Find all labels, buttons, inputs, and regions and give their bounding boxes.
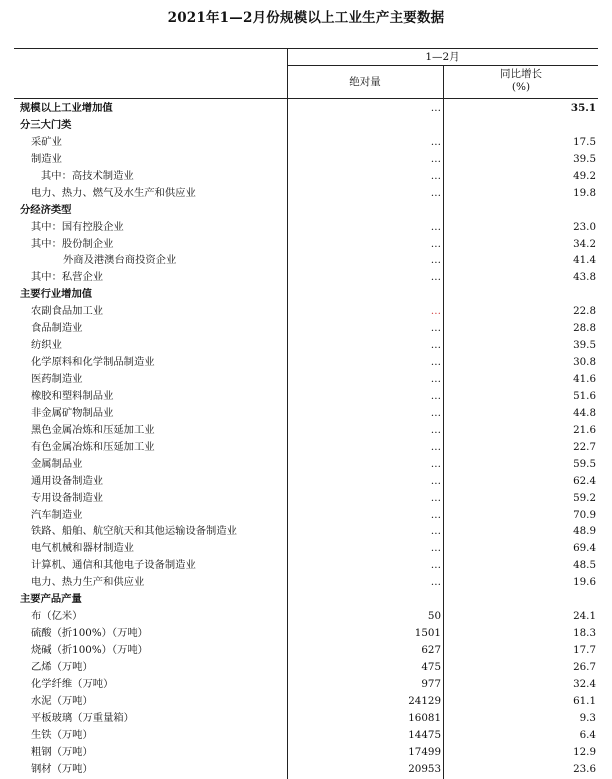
yoy-value: 28.8	[573, 322, 596, 335]
absolute-value: …	[430, 271, 441, 284]
absolute-value: …	[430, 474, 441, 487]
yoy-value: 34.2	[573, 237, 596, 250]
yoy-value: 6.4	[579, 728, 596, 741]
yoy-value: 30.8	[573, 356, 596, 369]
yoy-value: 26.7	[573, 660, 596, 673]
yoy-column-header	[444, 68, 598, 94]
table-row	[14, 540, 598, 557]
table-row	[14, 269, 598, 286]
yoy-value: 62.4	[573, 474, 596, 487]
absolute-value: …	[430, 542, 441, 555]
yoy-value: 22.8	[573, 305, 596, 318]
yoy-value: 23.6	[573, 762, 596, 775]
table-row	[14, 557, 598, 574]
section-row	[14, 100, 598, 117]
row-label: 其中：国有控股企业	[31, 220, 124, 233]
absolute-value: 24129	[408, 694, 441, 707]
yoy-value: 19.8	[573, 186, 596, 199]
yoy-value: 49.2	[573, 169, 596, 182]
absolute-value: 50	[427, 610, 441, 623]
row-label: 烧碱（折100%）（万吨）	[31, 644, 148, 656]
page-title: 2021年1—2月份规模以上工业生产主要数据	[167, 10, 445, 26]
yoy-header-unit: (%)	[511, 81, 531, 93]
table-row	[14, 693, 598, 710]
row-label: 分经济类型	[20, 203, 72, 216]
row-label: 主要产品产量	[20, 593, 82, 606]
absolute-value: 977	[421, 677, 441, 690]
row-label: 专用设备制造业	[31, 491, 104, 504]
absolute-value: …	[430, 440, 441, 453]
row-label: 医药制造业	[31, 373, 83, 385]
absolute-value: …	[430, 423, 441, 436]
yoy-value: 21.6	[573, 423, 596, 436]
row-label: 其中：股份制企业	[31, 237, 114, 250]
row-label: 分三大门类	[20, 118, 72, 131]
row-label: 非金属矿物制品业	[31, 406, 114, 419]
section-row	[14, 117, 598, 134]
row-label: 食品制造业	[31, 322, 83, 335]
row-label: 规模以上工业增加值	[20, 102, 113, 114]
row-label: 主要行业增加值	[20, 288, 93, 301]
table-row	[14, 252, 598, 269]
table-row	[14, 473, 598, 490]
yoy-value: 59.5	[573, 457, 596, 470]
table-body	[14, 100, 598, 778]
table-row	[14, 371, 598, 388]
absolute-value: …	[430, 389, 441, 402]
absolute-value: …	[430, 373, 441, 385]
table-row	[14, 151, 598, 168]
absolute-value: …	[430, 525, 441, 538]
absolute-value: …	[430, 220, 441, 233]
yoy-value: 19.6	[573, 576, 596, 589]
row-label: 其中：私营企业	[31, 271, 104, 284]
absolute-value: …	[430, 491, 441, 504]
yoy-value: 23.0	[573, 220, 596, 233]
table-row	[14, 168, 598, 185]
table-row	[14, 761, 598, 778]
table-row	[14, 659, 598, 676]
table-row	[14, 354, 598, 371]
section-row	[14, 591, 598, 608]
table-row	[14, 439, 598, 456]
table-row	[14, 490, 598, 507]
absolute-value: 20953	[408, 762, 441, 775]
row-label: 化学原料和化学制品制造业	[31, 356, 155, 369]
table-row	[14, 337, 598, 354]
absolute-value: …	[430, 356, 441, 369]
absolute-value: …	[430, 576, 441, 589]
absolute-value: …	[430, 186, 441, 199]
absolute-value: 17499	[408, 745, 441, 758]
row-label: 外商及港澳台商投资企业	[63, 254, 177, 267]
yoy-value: 41.6	[573, 373, 596, 385]
row-label: 生铁（万吨）	[31, 728, 93, 741]
header-bottom-rule	[14, 98, 598, 99]
absolute-value: …	[430, 322, 441, 335]
yoy-value: 41.4	[573, 254, 596, 267]
table-row	[14, 303, 598, 320]
row-label: 橡胶和塑料制品业	[31, 389, 114, 402]
table-row	[14, 642, 598, 659]
yoy-value: 61.1	[573, 694, 596, 707]
table-row	[14, 676, 598, 693]
row-label: 乙烯（万吨）	[31, 660, 93, 673]
yoy-value: 18.3	[573, 627, 596, 640]
row-label: 电力、热力、燃气及水生产和供应业	[31, 186, 196, 199]
yoy-value: 24.1	[573, 610, 596, 623]
yoy-value: 59.2	[573, 491, 596, 504]
table-row	[14, 185, 598, 202]
row-label: 水泥（万吨）	[31, 694, 93, 707]
row-label: 铁路、船舶、航空航天和其他运输设备制造业	[31, 525, 237, 538]
row-label: 有色金属冶炼和压延加工业	[31, 440, 155, 453]
table-row	[14, 744, 598, 761]
absolute-value: 14475	[408, 728, 441, 741]
table-row	[14, 710, 598, 727]
section-row	[14, 286, 598, 303]
absolute-value: 1501	[414, 627, 441, 640]
yoy-value: 43.8	[573, 271, 596, 284]
yoy-value: 17.5	[573, 135, 596, 148]
absolute-value: 16081	[408, 711, 441, 724]
yoy-value: 9.3	[579, 711, 596, 724]
yoy-value: 69.4	[573, 542, 596, 555]
row-label: 黑色金属冶炼和压延加工业	[31, 423, 155, 436]
yoy-value: 70.9	[573, 508, 596, 521]
row-label: 钢材（万吨）	[31, 762, 93, 775]
row-label: 电力、热力生产和供应业	[31, 576, 145, 589]
table-row	[14, 134, 598, 151]
table-row	[14, 574, 598, 591]
absolute-value: …	[430, 135, 441, 148]
table-header	[14, 49, 598, 98]
yoy-value: 35.1	[570, 102, 596, 114]
row-label: 制造业	[31, 152, 62, 165]
yoy-value: 17.7	[573, 644, 596, 656]
row-label: 硫酸（折100%）（万吨）	[31, 627, 148, 640]
row-label: 金属制品业	[31, 457, 83, 470]
yoy-header-label: 同比增长	[500, 68, 542, 80]
yoy-value: 22.7	[573, 440, 596, 453]
yoy-value: 51.6	[573, 389, 596, 402]
absolute-value: …	[430, 339, 441, 352]
yoy-value: 48.5	[573, 559, 596, 572]
absolute-value: …	[430, 254, 441, 267]
absolute-value: …	[430, 305, 441, 318]
yoy-value: 39.5	[573, 152, 596, 165]
yoy-value: 48.9	[573, 525, 596, 538]
row-label: 计算机、通信和其他电子设备制造业	[31, 559, 196, 572]
absolute-value: …	[430, 457, 441, 470]
table-row	[14, 625, 598, 642]
table-row	[14, 608, 598, 625]
table-row	[14, 523, 598, 540]
table-row	[14, 727, 598, 744]
absolute-value: …	[430, 508, 441, 521]
absolute-value: …	[430, 237, 441, 250]
absolute-value: …	[430, 169, 441, 182]
absolute-value: …	[430, 152, 441, 165]
yoy-value: 32.4	[573, 677, 596, 690]
table-row	[14, 320, 598, 337]
row-label: 农副食品加工业	[31, 305, 104, 318]
row-label: 平板玻璃（万重量箱）	[31, 711, 134, 724]
absolute-value: …	[430, 102, 441, 114]
table-row	[14, 236, 598, 253]
row-label: 汽车制造业	[31, 508, 83, 521]
row-label: 通用设备制造业	[31, 474, 104, 487]
yoy-value: 44.8	[573, 406, 596, 419]
row-label: 布（亿米）	[31, 610, 83, 623]
row-label: 化学纤维（万吨）	[31, 677, 114, 690]
yoy-value: 12.9	[573, 745, 596, 758]
table-row	[14, 456, 598, 473]
section-row	[14, 202, 598, 219]
table-row	[14, 405, 598, 422]
row-label: 采矿业	[31, 135, 62, 148]
row-label: 其中：高技术制造业	[41, 169, 134, 182]
absolute-value: …	[430, 406, 441, 419]
table-row	[14, 507, 598, 524]
yoy-value: 39.5	[573, 339, 596, 352]
row-label: 电气机械和器材制造业	[31, 542, 134, 555]
period-header: 1—2月	[425, 51, 460, 63]
absolute-value: …	[430, 559, 441, 572]
table-row	[14, 219, 598, 236]
table-row	[14, 422, 598, 439]
row-label: 粗钢（万吨）	[31, 745, 93, 758]
absolute-value: 627	[421, 644, 441, 656]
absolute-value: 475	[421, 660, 441, 673]
absolute-column-header: 绝对量	[349, 76, 381, 88]
table-row	[14, 388, 598, 405]
row-label: 纺织业	[31, 339, 62, 352]
